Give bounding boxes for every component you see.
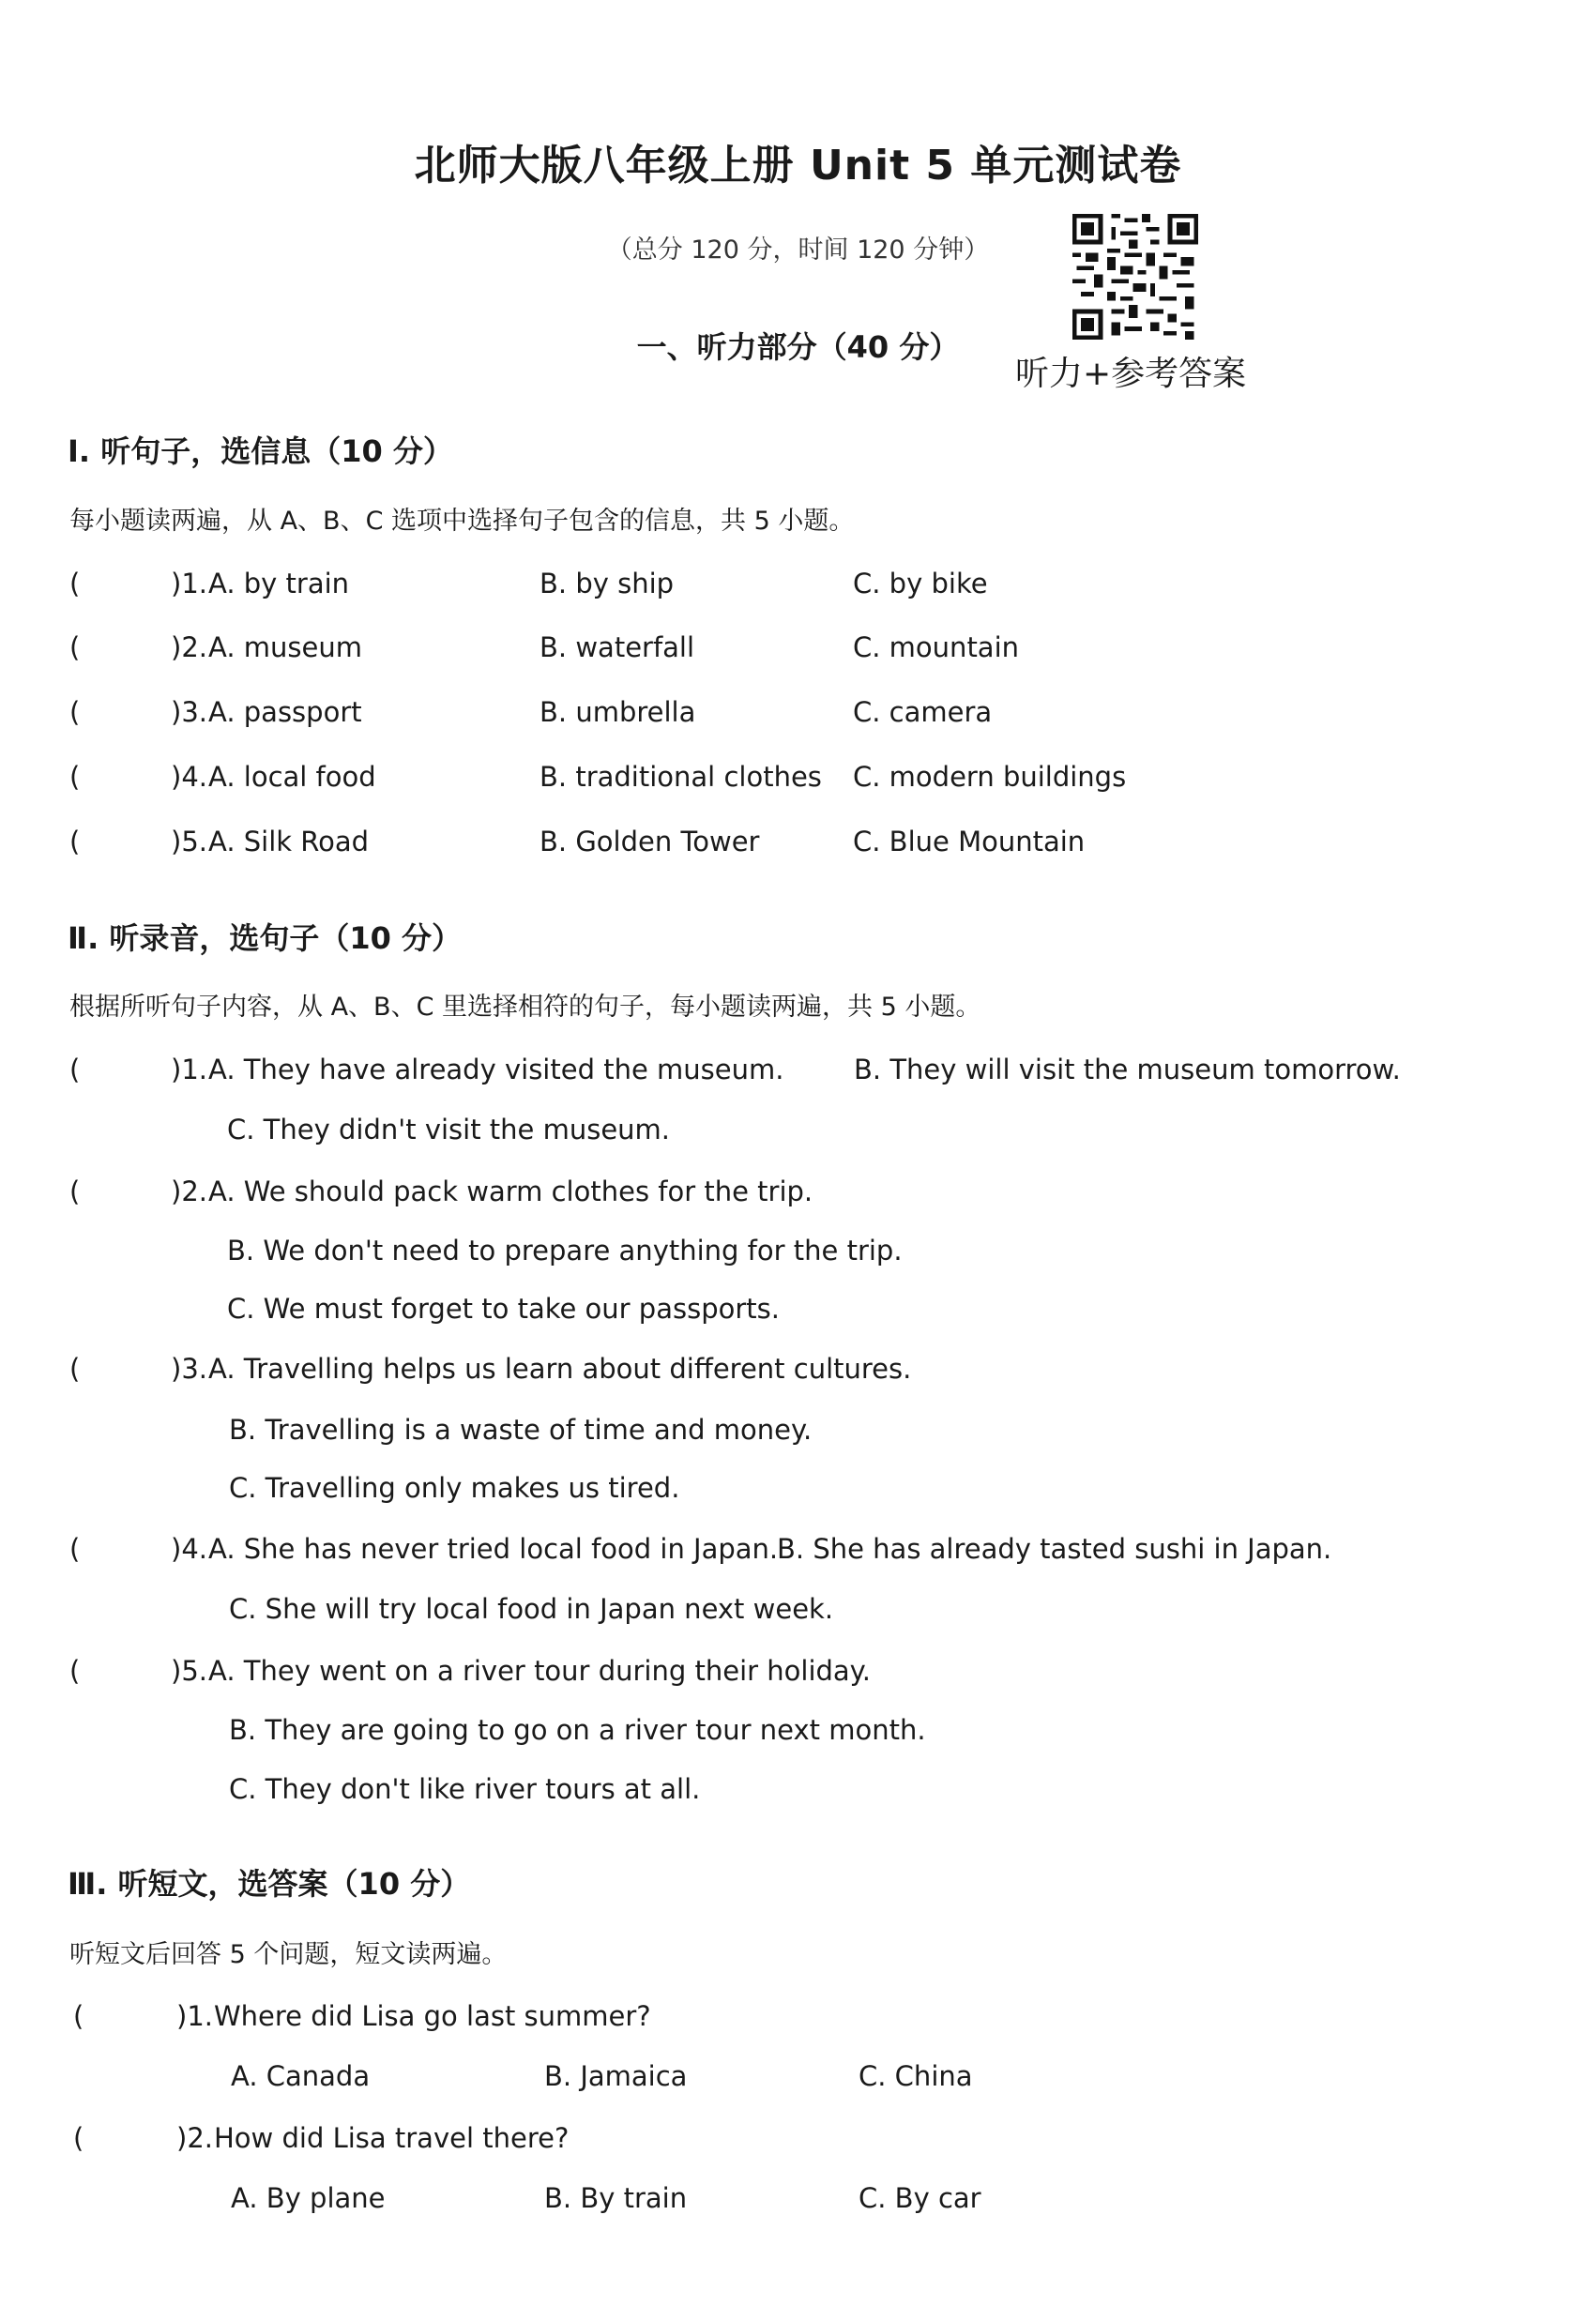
s2-q3-option-b: B. Travelling is a waste of time and money. — [229, 1414, 813, 1446]
option-b: B. She has already tasted sushi in Japan. — [777, 1533, 1332, 1565]
answer-paren[interactable]: ( — [69, 696, 81, 728]
option-a: A. local food — [208, 761, 376, 793]
s2-q2-option-c: C. We must forget to take our passports. — [227, 1293, 780, 1325]
s3-q1-options — [0, 2060, 1596, 2101]
section-1-title: Ⅰ. 听句子，选信息（10 分） — [68, 433, 453, 469]
section-2-instruction: 根据所听句子内容，从 A、B、C 里选择相符的句子，每小题读两遍，共 5 小题。 — [69, 993, 981, 1022]
exam-info: （总分 120 分，时间 120 分钟） — [606, 235, 990, 265]
s2-q2-option-b: B. We don't need to prepare anything for the trip. — [227, 1235, 903, 1267]
option-c: C. camera — [853, 696, 993, 728]
answer-paren[interactable]: ( — [69, 1176, 81, 1207]
option-c: C. mountain — [853, 631, 1020, 663]
option-c: C. China — [859, 2060, 973, 2092]
option-a: A. Canada — [231, 2060, 371, 2092]
s1-question-3 — [0, 696, 1596, 737]
option-a: A. Travelling helps us learn about different cultures. — [208, 1353, 912, 1385]
option-b: B. umbrella — [540, 696, 696, 728]
answer-paren[interactable]: ( — [69, 761, 81, 793]
question-number: )2. — [171, 1176, 207, 1207]
part-title: 一、听力部分（40 分） — [636, 329, 960, 365]
question-number: )4. — [171, 761, 207, 793]
s2-q4-option-c: C. She will try local food in Japan next week. — [229, 1593, 834, 1625]
option-b: B. They will visit the museum tomorrow. — [854, 1054, 1401, 1085]
answer-paren[interactable]: ( — [73, 2122, 84, 2154]
s1-question-1 — [0, 568, 1596, 609]
option-b: B. Golden Tower — [540, 826, 760, 857]
question-number: )5. — [171, 1655, 207, 1687]
s1-question-5 — [0, 826, 1596, 867]
s2-q5-option-b: B. They are going to go on a river tour next month. — [229, 1714, 926, 1746]
option-c: C. By car — [859, 2182, 981, 2214]
option-c: C. modern buildings — [853, 761, 1127, 793]
s3-q2-options — [0, 2182, 1596, 2223]
question-number: )2. — [171, 631, 207, 663]
option-a: A. They went on a river tour during their holiday. — [208, 1655, 871, 1687]
option-b: B. traditional clothes — [540, 761, 822, 793]
answer-paren[interactable]: ( — [69, 1533, 81, 1565]
s3-question-1 — [0, 2000, 1596, 2041]
answer-paren[interactable]: ( — [69, 568, 81, 599]
answer-paren[interactable]: ( — [73, 2000, 84, 2032]
option-b: B. Jamaica — [544, 2060, 688, 2092]
qr-code-icon[interactable] — [1072, 214, 1198, 340]
question-number: )5. — [171, 826, 207, 857]
option-a: A. They have already visited the museum. — [208, 1054, 784, 1085]
question-number: )1. — [176, 2000, 213, 2032]
option-c: C. Blue Mountain — [853, 826, 1086, 857]
question-text: Where did Lisa go last summer? — [214, 2000, 651, 2032]
option-a: A. We should pack warm clothes for the trip. — [208, 1176, 813, 1207]
answer-paren[interactable]: ( — [69, 1054, 81, 1085]
answer-paren[interactable]: ( — [69, 1655, 81, 1687]
answer-paren[interactable]: ( — [69, 1353, 81, 1385]
option-b: B. waterfall — [540, 631, 695, 663]
qr-caption: 听力+参考答案 — [1015, 355, 1247, 393]
s2-question-1 — [0, 1054, 1596, 1095]
s2-question-3 — [0, 1353, 1596, 1394]
option-b: B. By train — [544, 2182, 688, 2214]
question-number: )1. — [171, 1054, 207, 1085]
s1-question-4 — [0, 761, 1596, 802]
section-2-title: Ⅱ. 听录音，选句子（10 分） — [68, 920, 463, 956]
page-title: 北师大版八年级上册 Unit 5 单元测试卷 — [414, 142, 1182, 190]
option-a: A. By plane — [231, 2182, 386, 2214]
s2-q5-option-c: C. They don't like river tours at all. — [229, 1773, 701, 1805]
s2-q3-option-c: C. Travelling only makes us tired. — [229, 1472, 680, 1504]
question-number: )3. — [171, 1353, 207, 1385]
section-3-title: Ⅲ. 听短文，选答案（10 分） — [68, 1866, 471, 1902]
question-number: )2. — [176, 2122, 213, 2154]
question-number: )3. — [171, 696, 207, 728]
question-number: )1. — [171, 568, 207, 599]
s2-q1-option-c: C. They didn't visit the museum. — [227, 1114, 671, 1145]
option-c: C. by bike — [853, 568, 988, 599]
answer-paren[interactable]: ( — [69, 826, 81, 857]
s2-question-4 — [0, 1533, 1596, 1574]
question-number: )4. — [171, 1533, 207, 1565]
question-text: How did Lisa travel there? — [214, 2122, 570, 2154]
s2-question-5 — [0, 1655, 1596, 1696]
answer-paren[interactable]: ( — [69, 631, 81, 663]
option-a: A. She has never tried local food in Japan. — [208, 1533, 779, 1565]
s3-question-2 — [0, 2122, 1596, 2163]
section-3-instruction: 听短文后回答 5 个问题，短文读两遍。 — [69, 1940, 508, 1969]
option-a: A. by train — [208, 568, 350, 599]
s2-question-2 — [0, 1176, 1596, 1217]
s1-question-2 — [0, 631, 1596, 673]
section-1-instruction: 每小题读两遍，从 A、B、C 选项中选择句子包含的信息，共 5 小题。 — [69, 507, 855, 536]
option-a: A. passport — [208, 696, 362, 728]
option-b: B. by ship — [540, 568, 675, 599]
option-a: A. Silk Road — [208, 826, 370, 857]
option-a: A. museum — [208, 631, 362, 663]
